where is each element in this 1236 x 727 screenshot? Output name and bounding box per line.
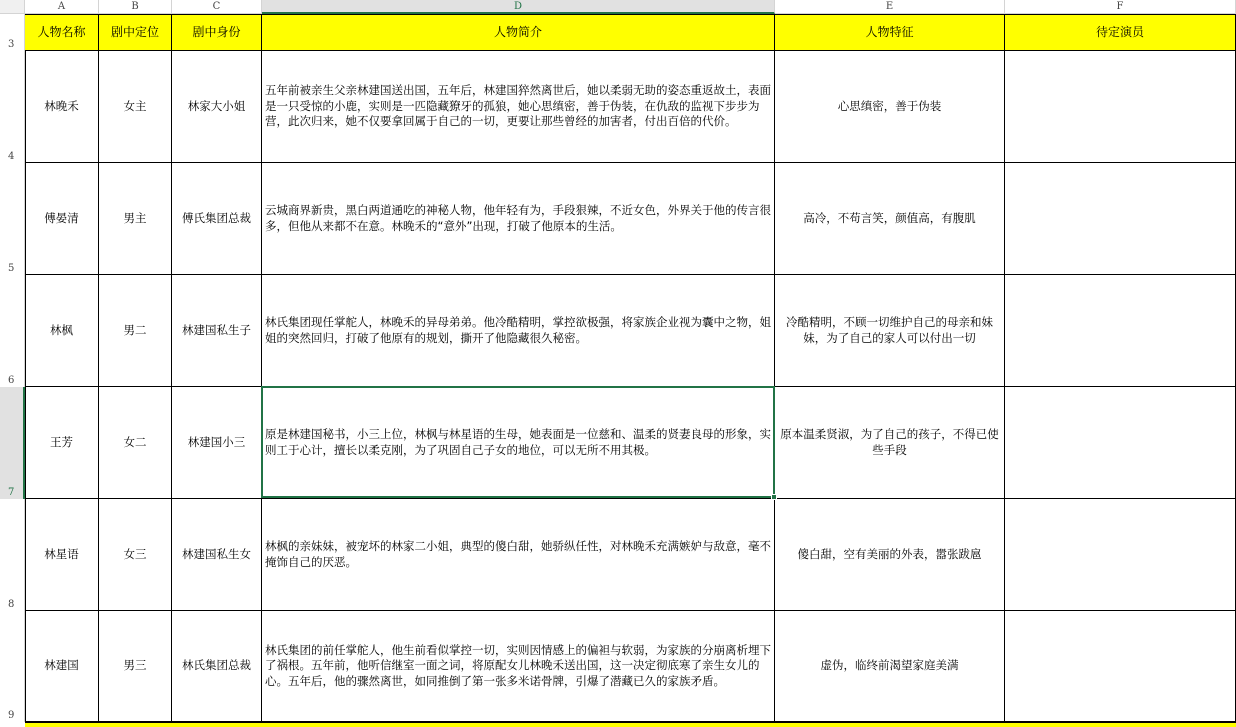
cell-intro[interactable] bbox=[262, 611, 775, 722]
cell-name[interactable] bbox=[25, 163, 99, 275]
position-text: 女主 bbox=[123, 98, 147, 113]
row-header-4[interactable] bbox=[0, 51, 25, 163]
intro-text: 林枫的亲妹妹，被宠坏的林家二小姐，典型的傻白甜，她骄纵任性，对林晚禾充满嫉妒与敌意，毫不掩饰自己的厌恶。 bbox=[265, 539, 771, 569]
row-number: 5 bbox=[8, 263, 15, 274]
column-header-e[interactable]: E bbox=[775, 0, 1005, 14]
cell-traits[interactable] bbox=[775, 163, 1005, 275]
cell-identity[interactable] bbox=[172, 387, 262, 499]
row-header-9[interactable] bbox=[0, 611, 25, 722]
row-header-7[interactable] bbox=[0, 387, 25, 499]
identity-text: 林建国小三 bbox=[187, 434, 246, 449]
identity-text: 林氏集团总裁 bbox=[182, 658, 251, 673]
header-cell-position[interactable] bbox=[99, 15, 172, 51]
identity-text: 林建国私生子 bbox=[182, 322, 251, 337]
header-cell-name[interactable] bbox=[25, 15, 99, 51]
cell-position[interactable] bbox=[99, 611, 172, 722]
header-label: 人物特征 bbox=[865, 24, 914, 39]
cell-position[interactable] bbox=[99, 51, 172, 163]
position-text: 男主 bbox=[123, 210, 147, 225]
identity-text: 傅氏集团总裁 bbox=[182, 210, 251, 225]
next-row-header-strip bbox=[25, 722, 1236, 727]
identity-text: 林家大小姐 bbox=[187, 98, 246, 113]
row-header-3[interactable] bbox=[0, 14, 25, 51]
name-text: 林晚禾 bbox=[44, 98, 79, 113]
cell-intro[interactable] bbox=[262, 499, 775, 611]
header-label: 剧中定位 bbox=[110, 24, 159, 39]
intro-text: 原是林建国秘书，小三上位，林枫与林星语的生母，她表面是一位慈和、温柔的贤妻良母的形象，实则工于心计，擅长以柔克刚，为了巩固自己子女的地位，可以无所不用其极。 bbox=[265, 427, 771, 457]
cell-actor[interactable] bbox=[1005, 163, 1236, 275]
header-cell-identity[interactable] bbox=[172, 15, 262, 51]
cell-name[interactable] bbox=[25, 611, 99, 722]
header-label: 人物简介 bbox=[493, 24, 542, 39]
cell-traits[interactable] bbox=[775, 275, 1005, 387]
row-header-5[interactable] bbox=[0, 163, 25, 275]
cell-actor[interactable] bbox=[1005, 51, 1236, 163]
header-label: 剧中身份 bbox=[192, 24, 241, 39]
traits-text: 高冷，不苟言笑，颜值高，有腹肌 bbox=[803, 210, 976, 225]
cell-name[interactable] bbox=[25, 387, 99, 499]
intro-text: 五年前被亲生父亲林建国送出国，五年后，林建国猝然离世后，她以柔弱无助的姿态重返故土，表面是一只受惊的小鹿，实则是一匹隐藏獠牙的孤狼，她心思缜密，善于伪装，在仇敌的监视下步步为营，此次归来，她不仅要拿回属于自己的一切，更要让那些曾经的加害者，付出百倍的代价。 bbox=[265, 83, 771, 129]
column-header-f[interactable]: F bbox=[1005, 0, 1236, 14]
fill-handle[interactable] bbox=[771, 494, 777, 500]
column-header-c[interactable]: C bbox=[172, 0, 262, 14]
row-number: 3 bbox=[8, 39, 15, 50]
cell-traits[interactable] bbox=[775, 611, 1005, 722]
cell-intro[interactable] bbox=[262, 163, 775, 275]
name-text: 林建国 bbox=[44, 658, 79, 673]
column-header-b[interactable]: B bbox=[99, 0, 172, 14]
name-text: 林星语 bbox=[44, 546, 79, 561]
position-text: 男二 bbox=[123, 322, 147, 337]
traits-text: 心思缜密，善于伪装 bbox=[837, 98, 942, 113]
cell-identity[interactable] bbox=[172, 611, 262, 722]
identity-text: 林建国私生女 bbox=[182, 546, 251, 561]
cell-actor[interactable] bbox=[1005, 275, 1236, 387]
cell-actor[interactable] bbox=[1005, 611, 1236, 722]
cell-traits[interactable] bbox=[775, 499, 1005, 611]
position-text: 女三 bbox=[123, 546, 147, 561]
row-number: 8 bbox=[8, 599, 15, 610]
cell-intro[interactable] bbox=[262, 51, 775, 163]
cell-name[interactable] bbox=[25, 499, 99, 611]
header-cell-intro[interactable] bbox=[262, 15, 775, 51]
traits-text: 原本温柔贤淑，为了自己的孩子，不得已使些手段 bbox=[780, 427, 999, 457]
intro-text: 云城商界新贵，黑白两道通吃的神秘人物，他年轻有为，手段狠辣，不近女色，外界关于他的传言很多，但他从来都不在意。林晚禾的“意外”出现，打破了他原本的生活。 bbox=[265, 203, 771, 233]
row-header-6[interactable] bbox=[0, 275, 25, 387]
traits-text: 虚伪，临终前渴望家庭美满 bbox=[820, 658, 959, 673]
column-header-d[interactable]: D bbox=[262, 0, 775, 14]
row-header-8[interactable] bbox=[0, 499, 25, 611]
cell-traits[interactable] bbox=[775, 387, 1005, 499]
column-header-a[interactable]: A bbox=[25, 0, 99, 14]
cell-intro[interactable] bbox=[262, 387, 775, 499]
name-text: 傅晏清 bbox=[44, 210, 79, 225]
name-text: 林枫 bbox=[50, 322, 73, 337]
position-text: 女二 bbox=[123, 434, 147, 449]
row-number: 4 bbox=[8, 151, 15, 162]
cell-intro[interactable] bbox=[262, 275, 775, 387]
cell-identity[interactable] bbox=[172, 163, 262, 275]
header-label: 待定演员 bbox=[1095, 24, 1144, 39]
cell-name[interactable] bbox=[25, 275, 99, 387]
row-number: 7 bbox=[8, 487, 15, 498]
select-all-corner[interactable] bbox=[0, 0, 25, 14]
row-number: 9 bbox=[8, 710, 15, 721]
intro-text: 林氏集团现任掌舵人，林晚禾的异母弟弟。他冷酷精明，掌控欲极强，将家族企业视为囊中之物，姐姐的突然回归，打破了他原有的规划，撕开了他隐藏很久秘密。 bbox=[265, 315, 771, 345]
traits-text: 傻白甜，空有美丽的外表，嚣张跋扈 bbox=[797, 546, 982, 561]
traits-text: 冷酷精明，不顾一切维护自己的母亲和妹妹，为了自己的家人可以付出一切 bbox=[786, 315, 993, 345]
cell-position[interactable] bbox=[99, 387, 172, 499]
cell-identity[interactable] bbox=[172, 51, 262, 163]
intro-text: 林氏集团的前任掌舵人，他生前看似掌控一切，实则因情感上的偏袒与软弱，为家族的分崩离析埋下了祸根。五年前，他听信继室一面之词，将原配女儿林晚禾送出国，这一决定彻底寒了亲生女儿的心。五年后，他的骤然离世，如同推倒了第一张多米诺骨牌，引爆了潜藏已久的家族矛盾。 bbox=[265, 642, 771, 688]
cell-identity[interactable] bbox=[172, 275, 262, 387]
cell-position[interactable] bbox=[99, 499, 172, 611]
position-text: 男三 bbox=[123, 658, 147, 673]
cell-actor[interactable] bbox=[1005, 499, 1236, 611]
cell-actor[interactable] bbox=[1005, 387, 1236, 499]
header-cell-traits[interactable] bbox=[775, 15, 1005, 51]
row-number: 6 bbox=[8, 375, 15, 386]
cell-position[interactable] bbox=[99, 163, 172, 275]
header-label: 人物名称 bbox=[37, 24, 86, 39]
cell-identity[interactable] bbox=[172, 499, 262, 611]
cell-name[interactable] bbox=[25, 51, 99, 163]
cell-traits[interactable] bbox=[775, 51, 1005, 163]
name-text: 王芳 bbox=[50, 434, 73, 449]
header-cell-actor[interactable] bbox=[1005, 15, 1236, 51]
cell-position[interactable] bbox=[99, 275, 172, 387]
